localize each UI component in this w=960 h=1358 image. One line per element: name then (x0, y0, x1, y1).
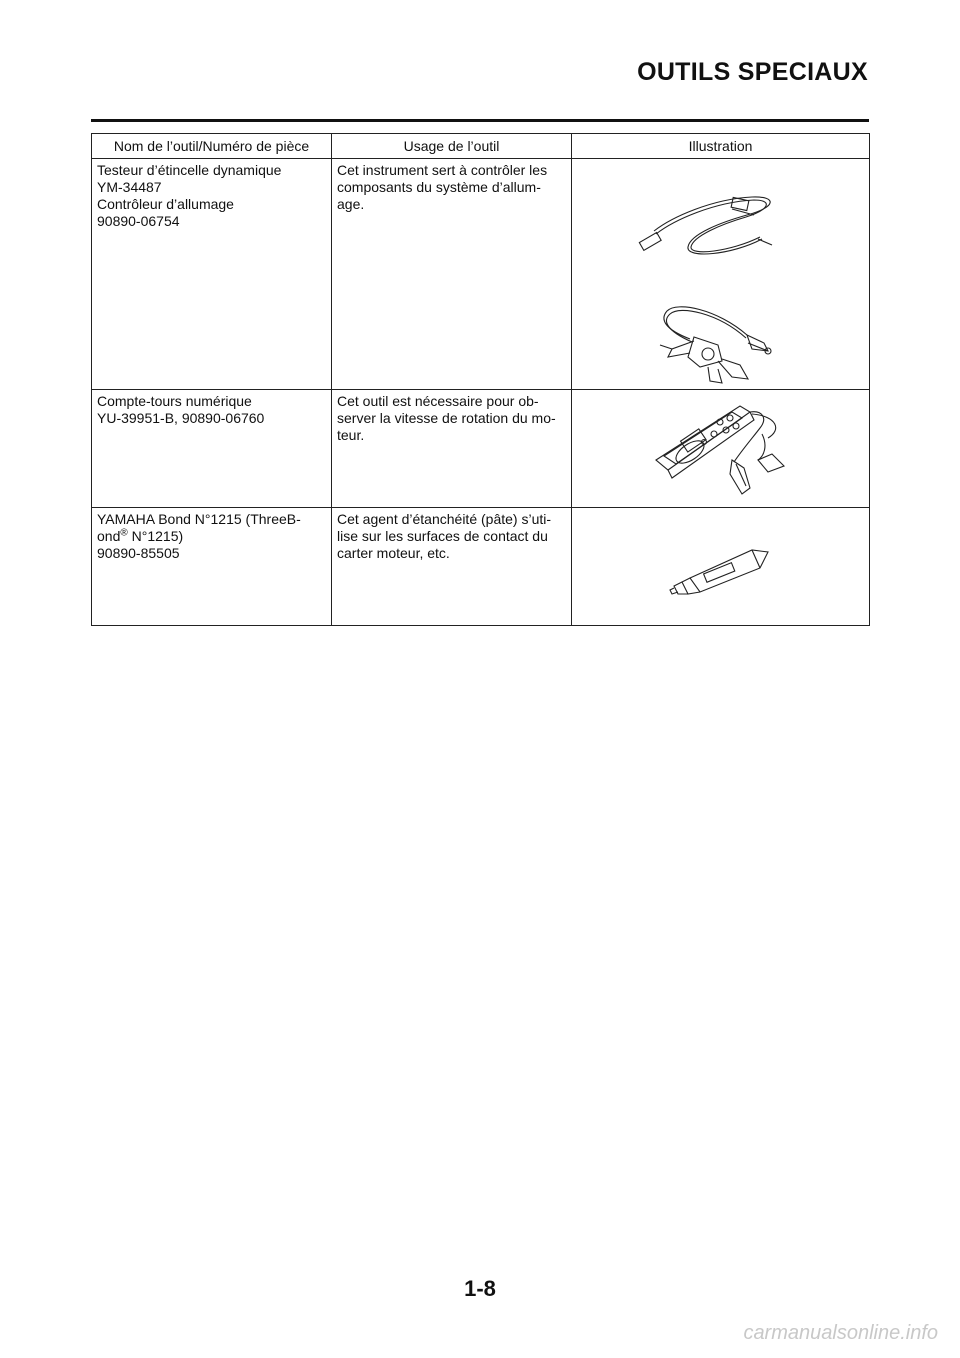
table-row (92, 390, 870, 508)
tool-name-line: Testeur d’étincelle dynamique (97, 162, 282, 178)
column-header-usage: Usage de l’outil (332, 134, 572, 159)
tool-part-number: YM-34487 (97, 179, 162, 195)
tool-part-number: 90890-85505 (97, 545, 180, 561)
usage-line: lise sur les surfaces de contact du (337, 528, 548, 544)
sealant-tube-illustration (572, 508, 870, 625)
tool-part-number: 90890-06754 (97, 213, 180, 229)
special-tools-table (91, 133, 870, 626)
usage-line: Cet outil est nécessaire pour ob- (337, 393, 539, 409)
tool-name-cell (92, 508, 332, 626)
tool-illustration-cell (572, 508, 870, 626)
tool-name-line: YAMAHA Bond N°1215 (ThreeB- (97, 511, 301, 527)
registered-mark: ® (120, 527, 128, 539)
tool-illustration-cell (572, 159, 870, 390)
table-row (92, 508, 870, 626)
watermark: carmanualsonline.info (743, 1322, 938, 1344)
tool-usage-cell (332, 508, 572, 626)
tool-name-line: Compte-tours numérique (97, 393, 252, 409)
column-header-name: Nom de l’outil/Numéro de pièce (92, 134, 332, 159)
tool-usage-cell (332, 159, 572, 390)
tool-usage-cell (332, 390, 572, 508)
tool-illustration-cell (572, 390, 870, 508)
spark-tester-and-ignition-checker-illustration (572, 159, 870, 389)
usage-line: Cet instrument sert à contrôler les (337, 162, 548, 178)
tool-name-cell (92, 159, 332, 390)
table-row (92, 159, 870, 390)
usage-line: composants du système d’allum- (337, 179, 541, 195)
column-header-illustration: Illustration (572, 134, 870, 159)
usage-line: Cet agent d’étanchéité (pâte) s’uti- (337, 511, 552, 527)
table-header-row (92, 134, 870, 159)
tool-name-line: Contrôleur d’allumage (97, 196, 234, 212)
usage-line: carter moteur, etc. (337, 545, 450, 561)
digital-tachometer-illustration (572, 390, 870, 507)
tool-name-line: ond® N°1215) (97, 527, 184, 544)
usage-line: server la vitesse de rotation du mo- (337, 410, 556, 426)
usage-line: teur. (337, 427, 365, 443)
page-title: OUTILS SPECIAUX (637, 58, 868, 86)
title-rule (91, 119, 869, 122)
tool-part-number: YU-39951-B, 90890-06760 (97, 410, 265, 426)
tool-name-cell (92, 390, 332, 508)
usage-line: age. (337, 196, 365, 212)
page-number: 1-8 (464, 1276, 496, 1301)
